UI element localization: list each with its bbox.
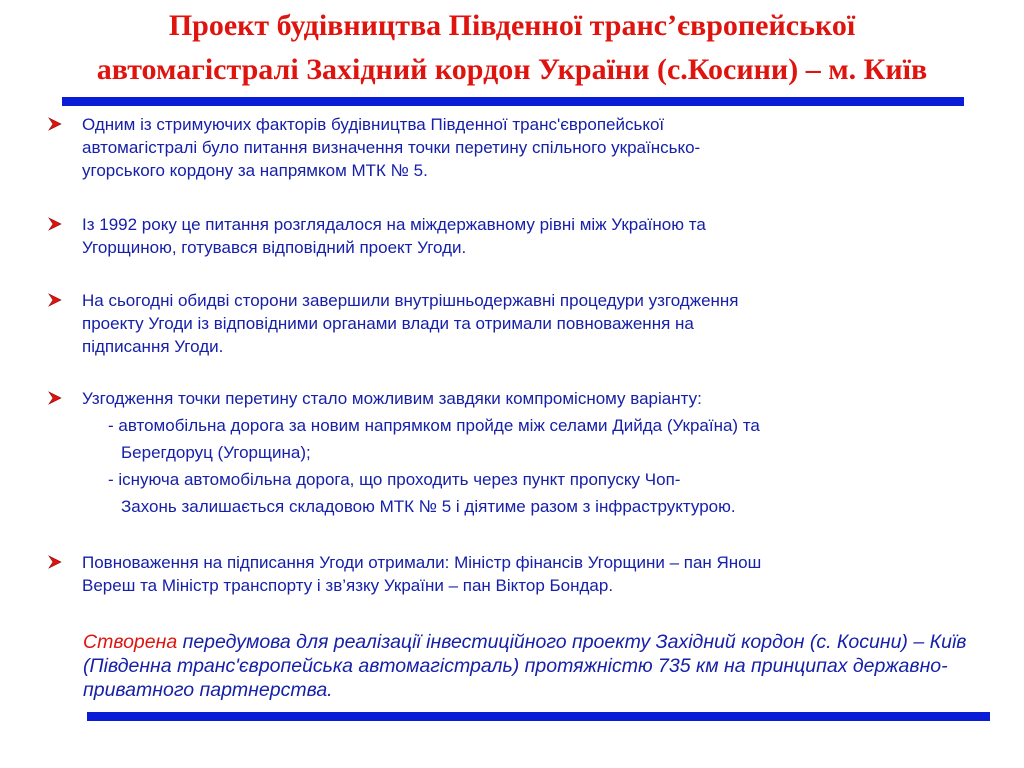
- arrowhead-bullet-icon: [48, 391, 62, 405]
- arrowhead-bullet-icon: [48, 117, 62, 131]
- title-line-1: Проект будівництва Південної транс’європейської: [168, 9, 856, 42]
- arrowhead-bullet-icon: [48, 293, 62, 307]
- bottom-divider: [87, 712, 990, 721]
- sub-item-2: - існуюча автомобільна дорога, що проходить через пункт пропуску Чоп-: [108, 470, 681, 489]
- bullet-text: Одним із стримуючих факторів будівництва Південної транс'європейської автомагістралі було питання визначення точки перетину спільного українсько- угорського кордону за напрямком МТК № 5.: [82, 115, 701, 180]
- bullet-text: Із 1992 року це питання розглядалося на міждержавному рівні між Україною та Угорщиною, готувався відповідний проект Угоди.: [82, 215, 706, 257]
- title-divider: [62, 97, 964, 106]
- bullet-text: Узгодження точки перетину стало можливим завдяки компромісному варіанту:: [82, 389, 702, 408]
- sub-item-1: - автомобільна дорога за новим напрямком пройде між селами Дийда (Україна) та: [108, 416, 760, 435]
- arrowhead-bullet-icon: [48, 555, 62, 569]
- sub-item-1-cont: Берегдоруц (Угорщина);: [121, 443, 311, 462]
- bullet-text: На сьогодні обидві сторони завершили внутрішньодержавні процедури узгодження проекту Угоди із відповідними органами влади та отримали повноваження на підписання Угоди.: [82, 291, 739, 356]
- bullet-text: Повноваження на підписання Угоди отримали: Міністр фінансів Угорщини – пан Янош Вереш та Міністр транспорту і зв’язку України – пан Віктор Бондар.: [82, 553, 762, 595]
- slide-title: [0, 4, 1024, 92]
- sub-item-2-cont: Захонь залишається складовою МТК № 5 і діятиме разом з інфраструктурою.: [121, 497, 736, 516]
- title-line-2: автомагістралі Західний кордон України (с.Косини) – м. Київ: [96, 53, 928, 86]
- conclusion-paragraph: [83, 630, 1003, 702]
- conclusion-text: передумова для реалізації інвестиційного проекту Західний кордон (с. Косини) – Київ (Південна транс'європейська автомагістраль) протяжністю 735 км на принципах державно-приватного партнерства.: [83, 631, 967, 701]
- conclusion-lead: Створена: [83, 631, 178, 653]
- arrowhead-bullet-icon: [48, 217, 62, 231]
